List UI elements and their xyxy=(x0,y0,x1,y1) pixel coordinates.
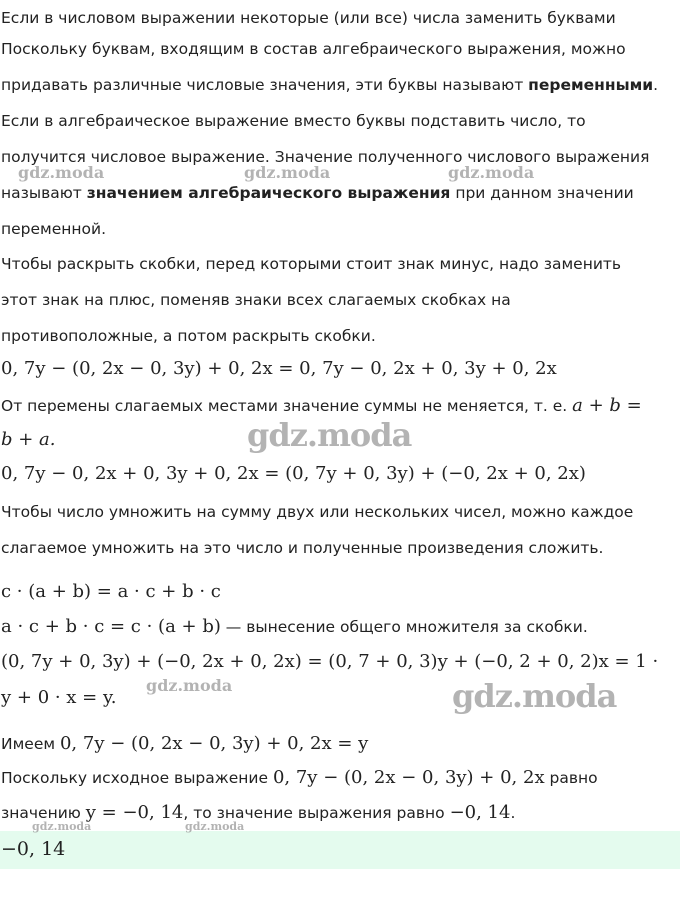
text-span: От перемены слагаемых местами значение суммы не меняется, т. е. xyxy=(1,397,573,415)
text-line xyxy=(1,768,598,788)
answer-value: −0, 14 xyxy=(1,838,66,860)
math-line: 0, 7y − (0, 2x − 0, 3y) + 0, 2x = 0, 7y − 0, 2x + 0, 3y + 0, 2x xyxy=(1,358,557,379)
text-span: называют xyxy=(1,184,87,202)
text-span: , то значение выражения равно xyxy=(183,804,450,822)
text-span: Имеем xyxy=(1,735,60,753)
watermark: gdz.moda xyxy=(32,820,92,833)
watermark: gdz.moda xyxy=(18,163,105,182)
text-line xyxy=(1,734,368,754)
watermark: gdz.moda xyxy=(448,163,535,182)
math-inline: y = −0, 14 xyxy=(85,802,184,823)
watermark: gdz.moda xyxy=(452,677,617,715)
term-variables: переменными xyxy=(528,76,654,94)
text-span: Поскольку исходное выражение xyxy=(1,769,273,787)
text-line: противоположные, а потом раскрыть скобки. xyxy=(1,327,376,345)
math-inline: a + b = xyxy=(572,395,642,416)
watermark: gdz.moda xyxy=(247,416,412,454)
math-line: y + 0 · x = y. xyxy=(1,687,117,708)
watermark: gdz.moda xyxy=(146,676,233,695)
text-span: равно xyxy=(544,769,598,787)
text-span: при данном значении xyxy=(450,184,634,202)
text-line: переменной. xyxy=(1,220,107,238)
text-line: Чтобы число умножить на сумму двух или нескольких чисел, можно каждое xyxy=(1,503,634,521)
watermark: gdz.moda xyxy=(244,163,331,182)
text-span: . xyxy=(510,804,516,822)
text-line xyxy=(1,75,658,95)
answer-block xyxy=(0,831,680,869)
math-line: b + a. xyxy=(1,429,56,450)
math-inline: 0, 7y − (0, 2x − 0, 3y) + 0, 2x xyxy=(272,767,545,788)
watermark: gdz.moda xyxy=(185,820,245,833)
text-line xyxy=(1,396,642,416)
text-line: слагаемое умножить на это число и полученные произведения сложить. xyxy=(1,539,604,557)
text-line xyxy=(1,183,634,203)
math-inline: −0, 14 xyxy=(449,802,511,823)
math-inline: 0, 7y − (0, 2x − 0, 3y) + 0, 2x = y xyxy=(59,733,369,754)
text-line: получится числовое выражение. Значение полученного числового выражения xyxy=(1,148,650,166)
text-span: — вынесение общего множителя за скобки. xyxy=(220,618,588,636)
text-line: этот знак на плюс, поменяв знаки всех слагаемых скобках на xyxy=(1,291,511,309)
text-line: Если в алгебраическое выражение вместо буквы подставить число, то xyxy=(1,112,586,130)
term-expression-value: значением алгебраического выражения xyxy=(86,184,451,202)
text-line: Чтобы раскрыть скобки, перед которыми стоит знак минус, надо заменить xyxy=(1,255,622,273)
text-span: придавать различные числовые значения, эти буквы называют xyxy=(1,76,529,94)
text-line: Поскольку буквам, входящим в состав алгебраического выражения, можно xyxy=(1,40,626,58)
text-span: . xyxy=(653,76,659,94)
text-line xyxy=(1,617,588,637)
math-line: c · (a + b) = a · c + b · c xyxy=(1,581,221,602)
text-line: Если в числовом выражении некоторые (или все) числа заменить буквами xyxy=(1,9,616,27)
math-line: 0, 7y − 0, 2x + 0, 3y + 0, 2x = (0, 7y + 0, 3y) + (−0, 2x + 0, 2x) xyxy=(1,463,586,484)
text-span: значению xyxy=(1,804,86,822)
math-line: (0, 7y + 0, 3y) + (−0, 2x + 0, 2x) = (0, 7 + 0, 3)y + (−0, 2 + 0, 2)x = 1 · xyxy=(1,651,659,672)
math-inline: a · c + b · c = c · (a + b) xyxy=(1,616,221,637)
